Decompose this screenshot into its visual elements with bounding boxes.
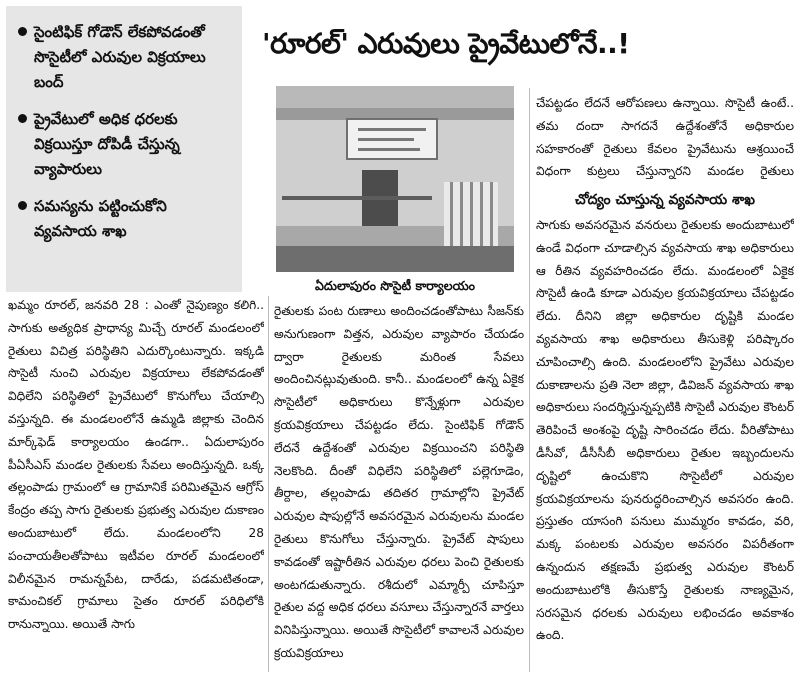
highlight-text: ప్రైవేటులో అధిక ధరలకు విక్రయిస్తూ దోపిడీ చేస్తున్న వ్యాపారులు <box>34 110 180 178</box>
article-column-1: ఖమ్మం రూరల్, జనవరి 28 : ఎంతో నైపుణ్యం కలిగి.. సాగుకు అత్యధిక ప్రాధాన్య మిచ్చే రూరల్ మండలంలో రైతులు విచిత్ర పరిస్థితిని ఎదుర్కొంటున్నారు. ఇక్కడి సొసైటీ నుంచి ఎరువుల విక్రయాలు లేకపోవడంతో విధిలేని పరిస్థితిలో ప్రైవేటులో కొనుగోలు చేయాల్సి వస్తున్నది. ఈ మండలంలోనే ఉమ్మడి జిల్లాకు చెందిన మార్క్‌ఫెడ్ కార్యాలయం ఉండగా.. ఏదులాపురం పీఏసీఎస్ మండల రైతులకు సేవలు అందిస్తున్నది. ఒక్క తల్లంపాడు గ్రామంలో ఆ గ్రామానికే పరిమితమైన ఆగ్రోస్ కేంద్రం తప్ప సాగు రైతులకు ప్రభుత్వ ఎరువుల దుకాణం అందుబాటులో లేదు. మండలంలోని 28 పంచాయతీలతోపాటు ఇటీవల రూరల్ మండలంలో విలీనమైన రామన్నపేట, దారేడు, పడమటితండా, కామంచికల్ గ్రామాలు సైతం రూరల్ పరిధిలోకి రానున్నాయి. అయితే సాగు <box>8 298 264 632</box>
photo-signboard <box>346 118 438 160</box>
highlight-item <box>18 107 234 182</box>
sign-line <box>358 128 426 131</box>
photo-caption: ఏదులాపురం సొసైటీ కార్యాలయం <box>314 278 476 293</box>
article-column-2: రైతులకు పంట రుణాలు అందించడంతోపాటు సీజన్‌కు అనుగుణంగా విత్తన, ఎరువుల వ్యాపారం చేయడం ద్వారా రైతులకు మరింత సేవలు అందించినట్లువుతుంది. కానీ.. మండలంలో ఉన్న ఏకైక సొసైటీలో అధికారులు కొన్నేళ్లుగా ఎరువుల క్రయవిక్రయాలు చేపట్టడం లేదు. సైంటిఫిక్ గోడౌన్ లేదనే ఉద్దేశంతో ఎరువుల విక్రయించని పరిస్థితి నెలకొంది. దీంతో విధిలేని పరిస్థితిలో పల్లెగూడెం, తీర్దాల, తల్లంపాడు తదితర గ్రామాల్లోని ప్రైవేట్ ఎరువుల షాపుల్లోనే అవసరమైన ఎరువులను మండల రైతులు కొనుగోలు చేస్తున్నారు. ప్రైవేట్ షాపులు కావడంతో ఇష్టారీతిన ఎరువుల ధరలు పెంచి రైతులకు అంటగడుతున్నారు. రశీదులో ఎమ్మార్పీ చూపిస్తూ రైతుల వద్ద అధిక ధరలు వసూలు చేస్తున్నారనే వార్తలు వినిపిస్తున్నాయి. అయితే సొసైటీలో కావాలనే ఎరువుల క్రయవిక్రయాలు <box>274 304 524 660</box>
gate-bar <box>490 182 493 254</box>
society-office-photo <box>276 86 514 272</box>
photo-ground <box>276 246 514 272</box>
bullet-icon <box>18 27 27 36</box>
highlight-item <box>18 194 234 244</box>
photo-railing <box>282 196 432 200</box>
sign-line <box>358 148 420 151</box>
gate-bar <box>450 182 453 254</box>
photo-gate <box>444 182 498 254</box>
headline: 'రూరల్' ఎరువులు ప్రైవేటులోనే..! <box>262 27 630 60</box>
article-column-3-bottom: సాగుకు అవసరమైన వనరులు రైతులకు అందుబాటులో ఉండే విధంగా చూడాల్సిన వ్యవసాయ శాఖ అధికారులు ఆ రీతిన వ్యవహరించడం లేదు. మండలంలో ఏకైక సొసైటీ ఉండి కూడా ఎరువుల క్రయవిక్రయాలు చేపట్టడం లేదు. దీనిని జిల్లా అధికారుల దృష్టికి మండల వ్యవసాయ శాఖ అధికారులు తీసుకెళ్లి పరిష్కారం చూపించాల్సి ఉంది. మండలంలోని ప్రైవేటు ఎరువుల దుకాణాలను ప్రతి నెలా జిల్లా, డివిజన్ వ్యవసాయ శాఖ అధికారులు సందర్శిస్తున్నప్పటికి సొసైటీ ఎరువుల కౌంటర్ తెరిపించే అంశంపై దృష్టి సారించడం లేదు. వీరితోపాటు డీసీవో, డీసీసీబీ అధికారులు రైతుల ఇబ్బందులను దృష్టిలో ఉంచుకొని సొసైటీలో ఎరువుల క్రయవిక్రయాలను పునరుద్ధరించాల్సిన అవసరం ఉంది. ప్రస్తుతం యాసంగి పనులు ముమ్మరం కావడం, వరి, మక్క పంటలకు ఎరువుల అవసరం విపరీతంగా ఉన్నందున తక్షణమే ప్రభుత్వ ఎరువుల కౌంటర్ అందుబాటులోకి తీసుకొస్తే రైతులకు నాణ్యమైన, సరసమైన ధరలకు ఎరువులు లభించడం అవకాశం ఉంది. <box>536 218 794 643</box>
gate-bar <box>460 182 463 254</box>
highlight-item <box>18 20 234 95</box>
highlight-text: సైంటిఫిక్ గోడౌన్ లేకపోవడంతో సొసైటీలో ఎరువుల విక్రయాలు బంద్ <box>34 23 206 91</box>
sign-line <box>358 138 414 141</box>
subheading: చోద్యం చూస్తున్న వ్యవసాయ శాఖ <box>575 192 755 208</box>
highlights-box <box>6 6 242 292</box>
article-column-3-top: చేపట్టడం లేదనే ఆరోపణలు ఉన్నాయి. సొసైటీ ఉంటే.. తమ దందా సాగదనే ఉద్దేశంతోనే అధికారుల సహకారంతో రైతులు కేవలం ప్రైవేటును ఆశ్రయించే విధంగా కుట్రలు చేస్తున్నారని మండల రైతులు <box>536 96 794 179</box>
column-divider <box>529 88 530 672</box>
bullet-icon <box>18 114 27 123</box>
photo-door <box>362 170 398 230</box>
highlight-text: సమస్యను పట్టించుకోని వ్యవసాయ శాఖ <box>34 197 167 240</box>
bullet-icon <box>18 201 27 210</box>
gate-bar <box>480 182 483 254</box>
column-divider <box>268 296 269 672</box>
gate-bar <box>470 182 473 254</box>
